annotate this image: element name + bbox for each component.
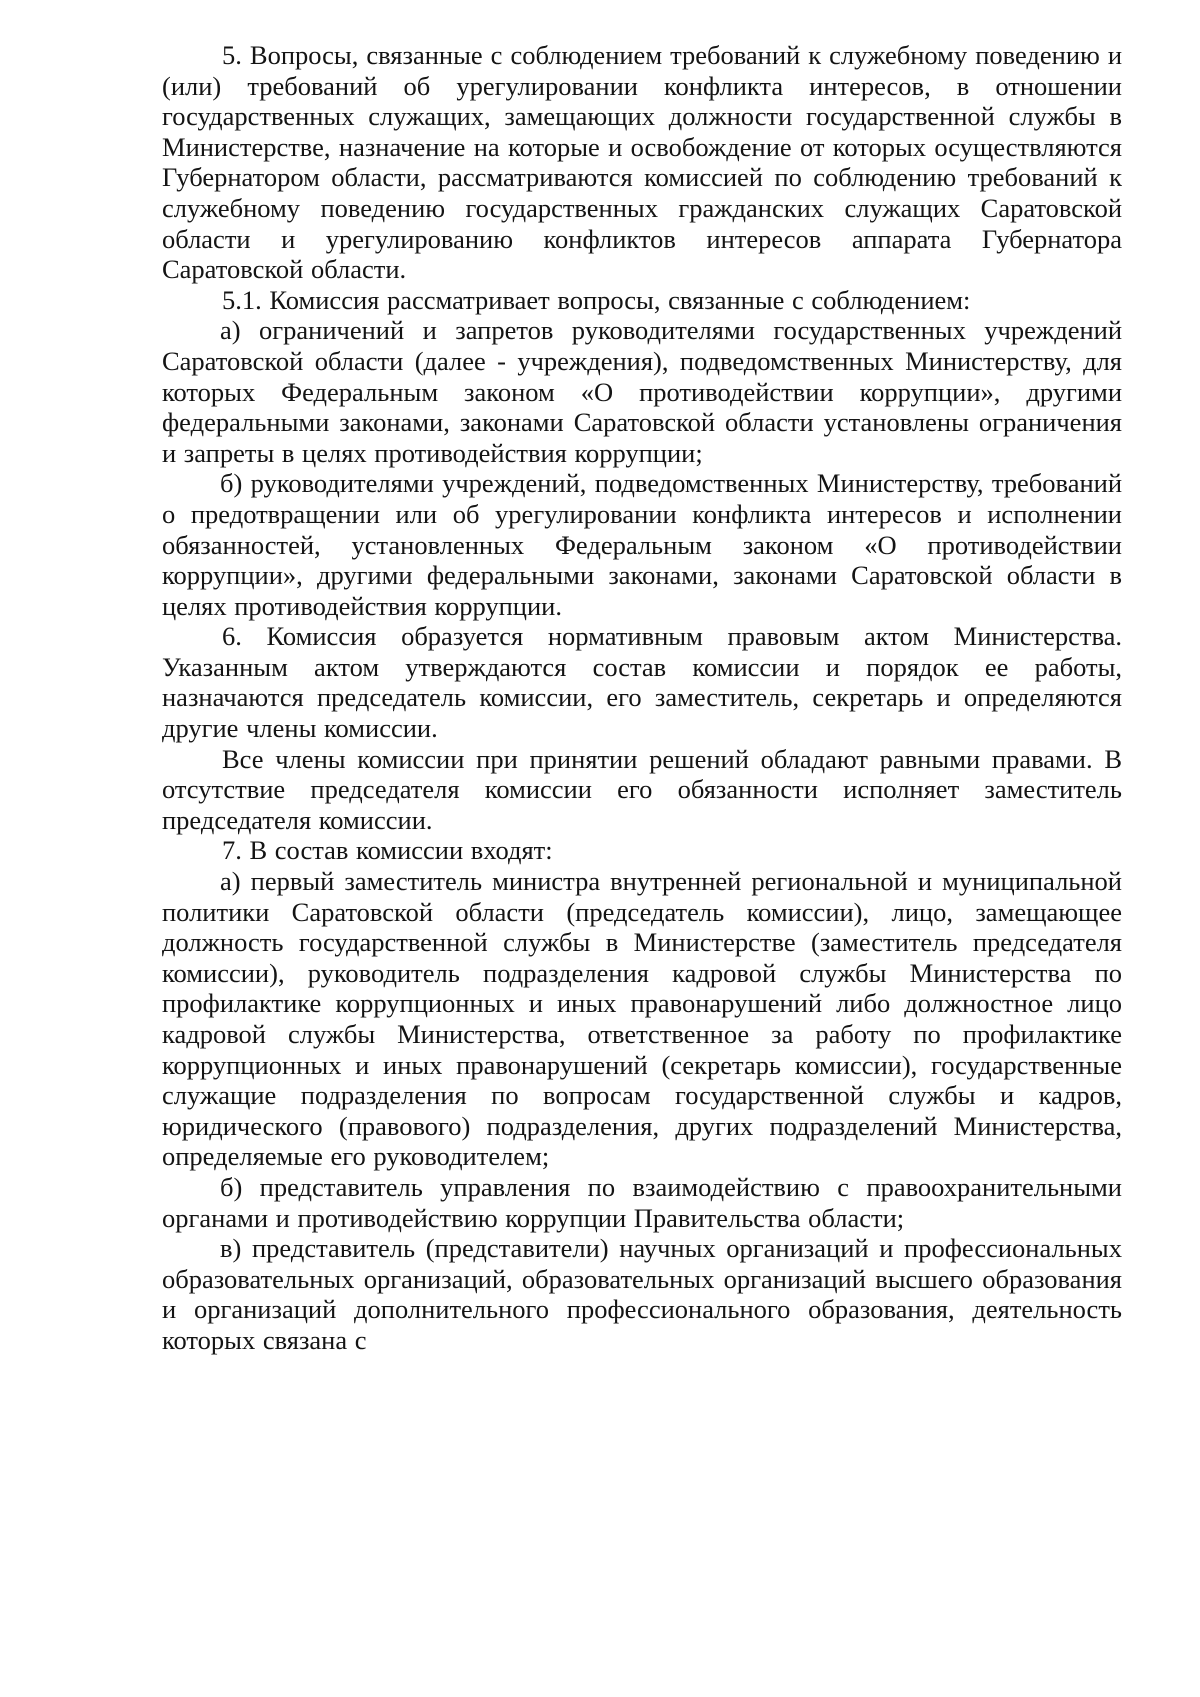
paragraph-6: 6. Комиссия образуется нормативным правовым актом Министерства. Указанным актом утверждаются состав комиссии и порядок ее работы, назначаются председатель комиссии, его заместитель, секретарь и определяются другие члены комиссии. [162, 621, 1122, 744]
paragraph-5-1: 5.1. Комиссия рассматривает вопросы, связанные с соблюдением: [222, 284, 971, 315]
paragraph-5-1-b: б) руководителями учреждений, подведомственных Министерству, требований о предотвращении или об урегулировании конфликта интересов и исполнении обязанностей, установленных Федеральным законом «О противодействии коррупции», другими федеральными законами, законами Саратовской области в целях противодействия коррупции. [162, 468, 1122, 621]
paragraph-5-1-a: а) ограничений и запретов руководителями государственных учреждений Саратовской области (далее - учреждения), подведомственных Министерству, для которых Федеральным законом «О противодействии коррупции», другими федеральными законами, законами Саратовской области установлены ограничения и запреты в целях противодействия коррупции; [162, 315, 1122, 468]
paragraph-7-v: в) представитель (представители) научных организаций и профессиональных образовательных организаций, образовательных организаций высшего образования и организаций дополнительного профессионального образования, деятельность которых связана с [162, 1233, 1122, 1355]
paragraph-7-a: а) первый заместитель министра внутренней региональной и муниципальной политики Саратовской области (председатель комиссии), лицо, замещающее должность государственной службы в Министерстве (заместитель председателя комиссии), руководитель подразделения кадровой службы Министерства по профилактике коррупционных и иных правонарушений либо должностное лицо кадровой службы Министерства, ответственное за работу по профилактике коррупционных и иных правонарушений (секретарь комиссии), государственные служащие подразделения по вопросам государственной службы и кадров, юридического (правового) подразделения, других подразделений Министерства, определяемые его руководителем; [162, 866, 1122, 1172]
document-body [162, 40, 1122, 1356]
paragraph-7-b: б) представитель управления по взаимодействию с правоохранительными органами и противодействию коррупции Правительства области; [162, 1171, 1122, 1233]
paragraph-5: 5. Вопросы, связанные с соблюдением требований к служебному поведению и (или) требований об урегулировании конфликта интересов, в отношении государственных служащих, замещающих должности государственной службы в Министерстве, назначение на которые и освобождение от которых осуществляются Губернатором области, рассматриваются комиссией по соблюдению требований к служебному поведению государственных гражданских служащих Саратовской области и урегулированию конфликтов интересов аппарата Губернатора Саратовской области. [162, 40, 1122, 285]
paragraph-6-members: Все члены комиссии при принятии решений обладают равными правами. В отсутствие председателя комиссии его обязанности исполняет заместитель председателя комиссии. [162, 743, 1122, 835]
paragraph-7: 7. В состав комиссии входят: [222, 835, 553, 866]
